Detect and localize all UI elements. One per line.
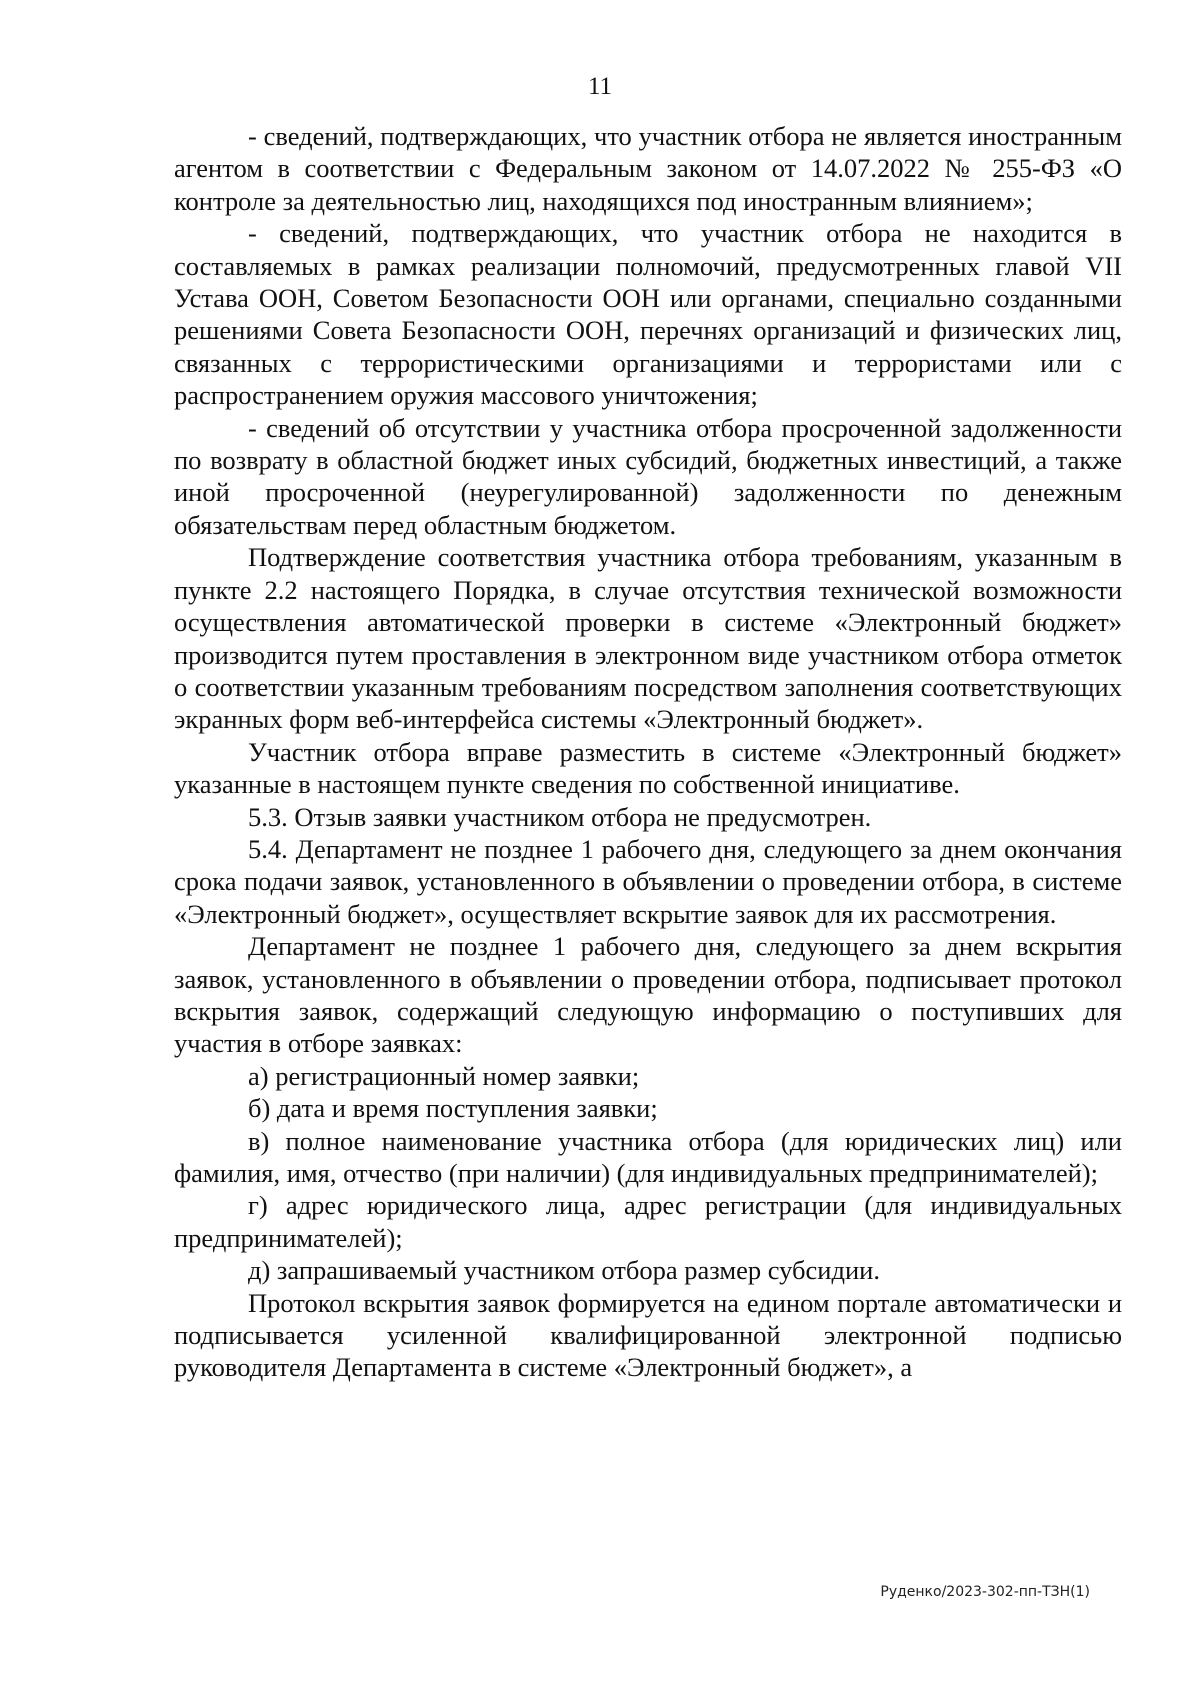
paragraph-protocol-formed: Протокол вскрытия заявок формируется на едином портале автоматически и подписывается усиленной квалифицированной электронной подписью руководителя Департамента в системе «Электронный бюджет», а xyxy=(174,1287,1122,1383)
paragraph-protocol-info: Департамент не позднее 1 рабочего дня, следующего за днем вскрытия заявок, установленного в объявлении о проведении отбора, подписывает протокол вскрытия заявок, содержащий следующую информацию о поступивших для участия в отборе заявках: xyxy=(174,931,1122,1059)
list-item-a: а) регистрационный номер заявки; xyxy=(248,1060,640,1091)
paragraph-un-lists: - сведений, подтверждающих, что участник отбора не находится в составляемых в рамках реализации полномочий, предусмотренных главой VII Устава ООН, Советом Безопасности ООН или органами, специально созданными решениями Совета Безопасности ООН, перечнях организаций и физических лиц, связанных с террористическими организациями и террористами или с распространением оружия массового уничтожения; xyxy=(174,218,1122,411)
document-code-footer: Руденко/2023-302-пп-ТЗН(1) xyxy=(880,1584,1090,1600)
paragraph-confirmation: Подтверждение соответствия участника отбора требованиям, указанным в пункте 2.2 настоящего Порядка, в случае отсутствия технической возможности осуществления автоматической проверки в системе «Электронный бюджет» производится путем проставления в электронном виде участником отбора отметок о соответствии указанным требованиям посредством заполнения соответствующих экранных форм веб-интерфейса системы «Электронный бюджет». xyxy=(174,542,1122,735)
list-item-b: б) дата и время поступления заявки; xyxy=(248,1093,658,1124)
list-item-v: в) полное наименование участника отбора (для юридических лиц) или фамилия, имя, отчество (при наличии) (для индивидуальных предпринимателей); xyxy=(174,1125,1122,1188)
paragraph-5-3: 5.3. Отзыв заявки участником отбора не предусмотрен. xyxy=(248,801,872,832)
document-body xyxy=(174,120,1122,1384)
paragraph-own-initiative: Участник отбора вправе разместить в системе «Электронный бюджет» указанные в настоящем пункте сведения по собственной инициативе. xyxy=(174,736,1122,800)
paragraph-no-debt: - сведений об отсутствии у участника отбора просроченной задолженности по возврату в областной бюджет иных субсидий, бюджетных инвестиций, а также иной просроченной (неурегулированной) задолженности по денежным обязательствам перед областным бюджетом. xyxy=(174,412,1122,540)
list-item-g: г) адрес юридического лица, адрес регистрации (для индивидуальных предпринимателей); xyxy=(174,1190,1122,1253)
page-number: 11 xyxy=(587,73,613,100)
paragraph-foreign-agent: - сведений, подтверждающих, что участник отбора не является иностранным агентом в соответствии с Федеральным законом от 14.07.2022 № 255-ФЗ «О контроле за деятельностью лиц, находящихся под иностранным влиянием»; xyxy=(174,121,1122,216)
paragraph-5-4: 5.4. Департамент не позднее 1 рабочего дня, следующего за днем окончания срока подачи заявок, установленного в объявлении о проведении отбора, в системе «Электронный бюджет», осуществляет вскрытие заявок для их рассмотрения. xyxy=(174,833,1122,929)
list-item-d: д) запрашиваемый участником отбора размер субсидии. xyxy=(248,1255,880,1286)
